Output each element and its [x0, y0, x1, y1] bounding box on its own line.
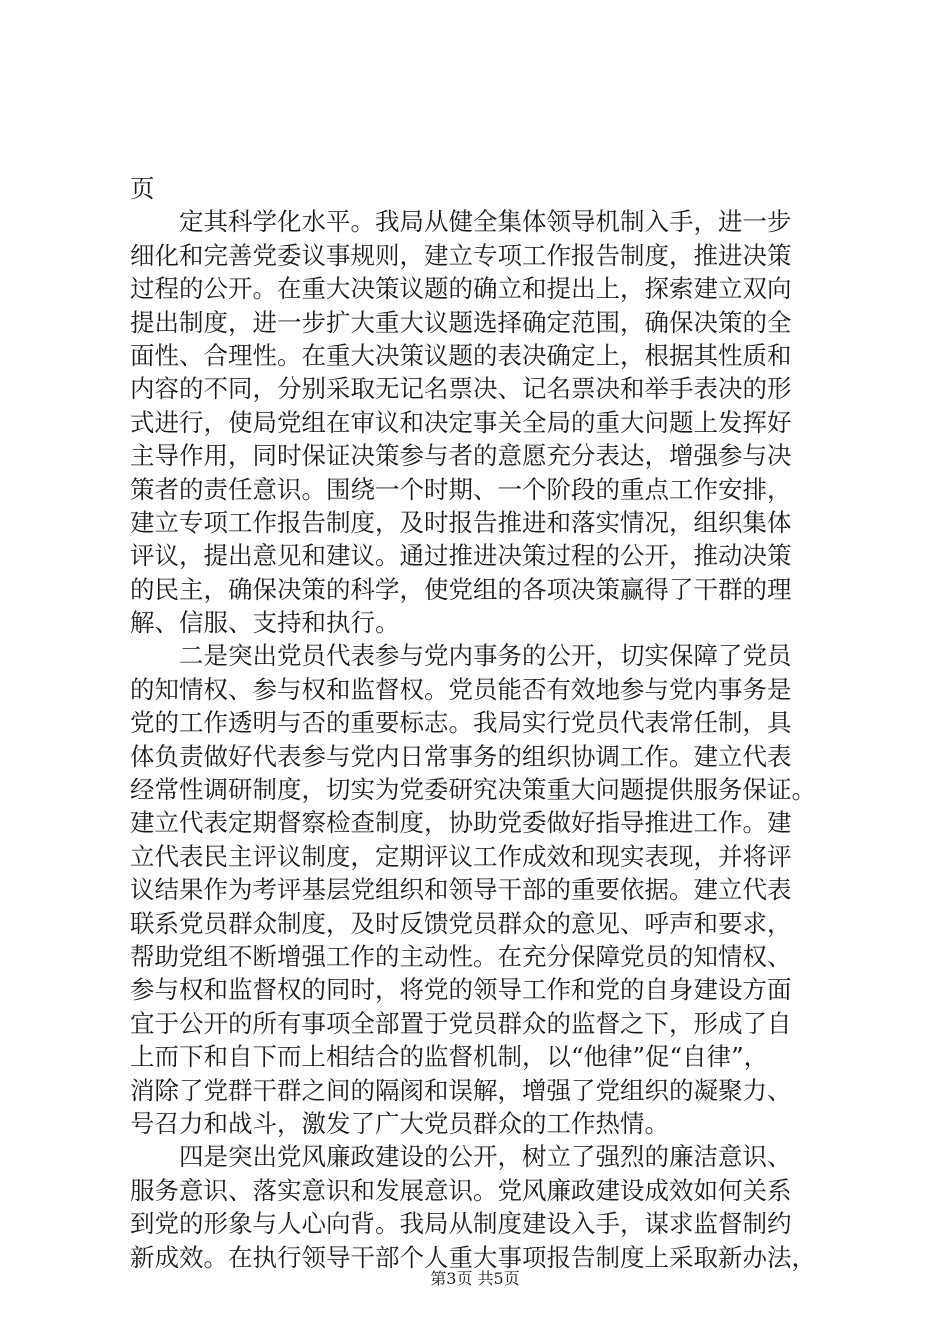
text-line: 消除了党群干群之间的隔阂和误解，增强了党组织的凝聚力、 [130, 1075, 792, 1105]
text-line: 号召力和战斗，激发了广大党员群众的工作热情。 [130, 1108, 669, 1138]
text-line: 新成效。在执行领导干部个人重大事项报告制度上采取新办法， [130, 1242, 816, 1272]
text-line: 过程的公开。在重大决策议题的确立和提出上，探索建立双向 [130, 274, 792, 304]
text-line: 面性、合理性。在重大决策议题的表决确定上，根据其性质和 [130, 340, 792, 370]
text-line: 提出制度，进一步扩大重大议题选择确定范围，确保决策的全 [130, 307, 792, 337]
text-line: 体负责做好代表参与党内日常事务的组织协调工作。建立代表 [130, 741, 792, 771]
paragraph-first-line: 四是突出党风廉政建设的公开，树立了强烈的廉洁意识、 [179, 1142, 792, 1172]
text-line: 的民主，确保决策的科学，使党组的各项决策赢得了干群的理 [130, 574, 792, 604]
text-line: 宜于公开的所有事项全部置于党员群众的监督之下，形成了自 [130, 1008, 792, 1038]
text-line: 上而下和自下而上相结合的监督机制，以“他律”促“自律”， [130, 1042, 769, 1072]
text-line: 议结果作为考评基层党组织和领导干部的重要依据。建立代表 [130, 875, 792, 905]
text-line: 建立专项工作报告制度，及时报告推进和落实情况，组织集体 [130, 507, 792, 537]
document-body [130, 172, 830, 1274]
text-line: 细化和完善党委议事规则，建立专项工作报告制度，推进决策 [130, 240, 792, 270]
text-line: 联系党员群众制度，及时反馈党员群众的意见、呼声和要求， [130, 908, 792, 938]
text-line: 到党的形象与人心向背。我局从制度建设入手，谋求监督制约 [130, 1209, 792, 1239]
text-line: 经常性调研制度，切实为党委研究决策重大问题提供服务保证。 [130, 775, 816, 805]
paragraph-first-line: 二是突出党员代表参与党内事务的公开，切实保障了党员 [179, 641, 792, 671]
text-line: 的知情权、参与权和监督权。党员能否有效地参与党内事务是 [130, 674, 792, 704]
text-line: 解、信服、支持和执行。 [130, 608, 400, 638]
text-line: 参与权和监督权的同时，将党的领导工作和党的自身建设方面 [130, 975, 792, 1005]
text-line: 立代表民主评议制度，定期评议工作成效和现实表现，并将评 [130, 841, 792, 871]
text-line: 帮助党组不断增强工作的主动性。在充分保障党员的知情权、 [130, 941, 792, 971]
text-line: 服务意识、落实意识和发展意识。党风廉政建设成效如何关系 [130, 1175, 792, 1205]
text-line: 页 [130, 174, 155, 203]
text-line: 策者的责任意识。围绕一个时期、一个阶段的重点工作安排， [130, 474, 792, 504]
paragraph-first-line: 定其科学化水平。我局从健全集体领导机制入手，进一步 [179, 207, 792, 237]
text-line: 评议，提出意见和建议。通过推进决策过程的公开，推动决策 [130, 541, 792, 571]
text-line: 主导作用，同时保证决策参与者的意愿充分表达，增强参与决 [130, 441, 792, 471]
text-line: 党的工作透明与否的重要标志。我局实行党员代表常任制，具 [130, 708, 792, 738]
text-line: 建立代表定期督察检查制度，协助党委做好指导推进工作。建 [130, 808, 792, 838]
text-line: 内容的不同，分别采取无记名票决、记名票决和举手表决的形 [130, 374, 792, 404]
text-line: 式进行，使局党组在审议和决定事关全局的重大问题上发挥好 [130, 407, 792, 437]
page-footer: 第3页 共5页 [430, 1269, 520, 1288]
